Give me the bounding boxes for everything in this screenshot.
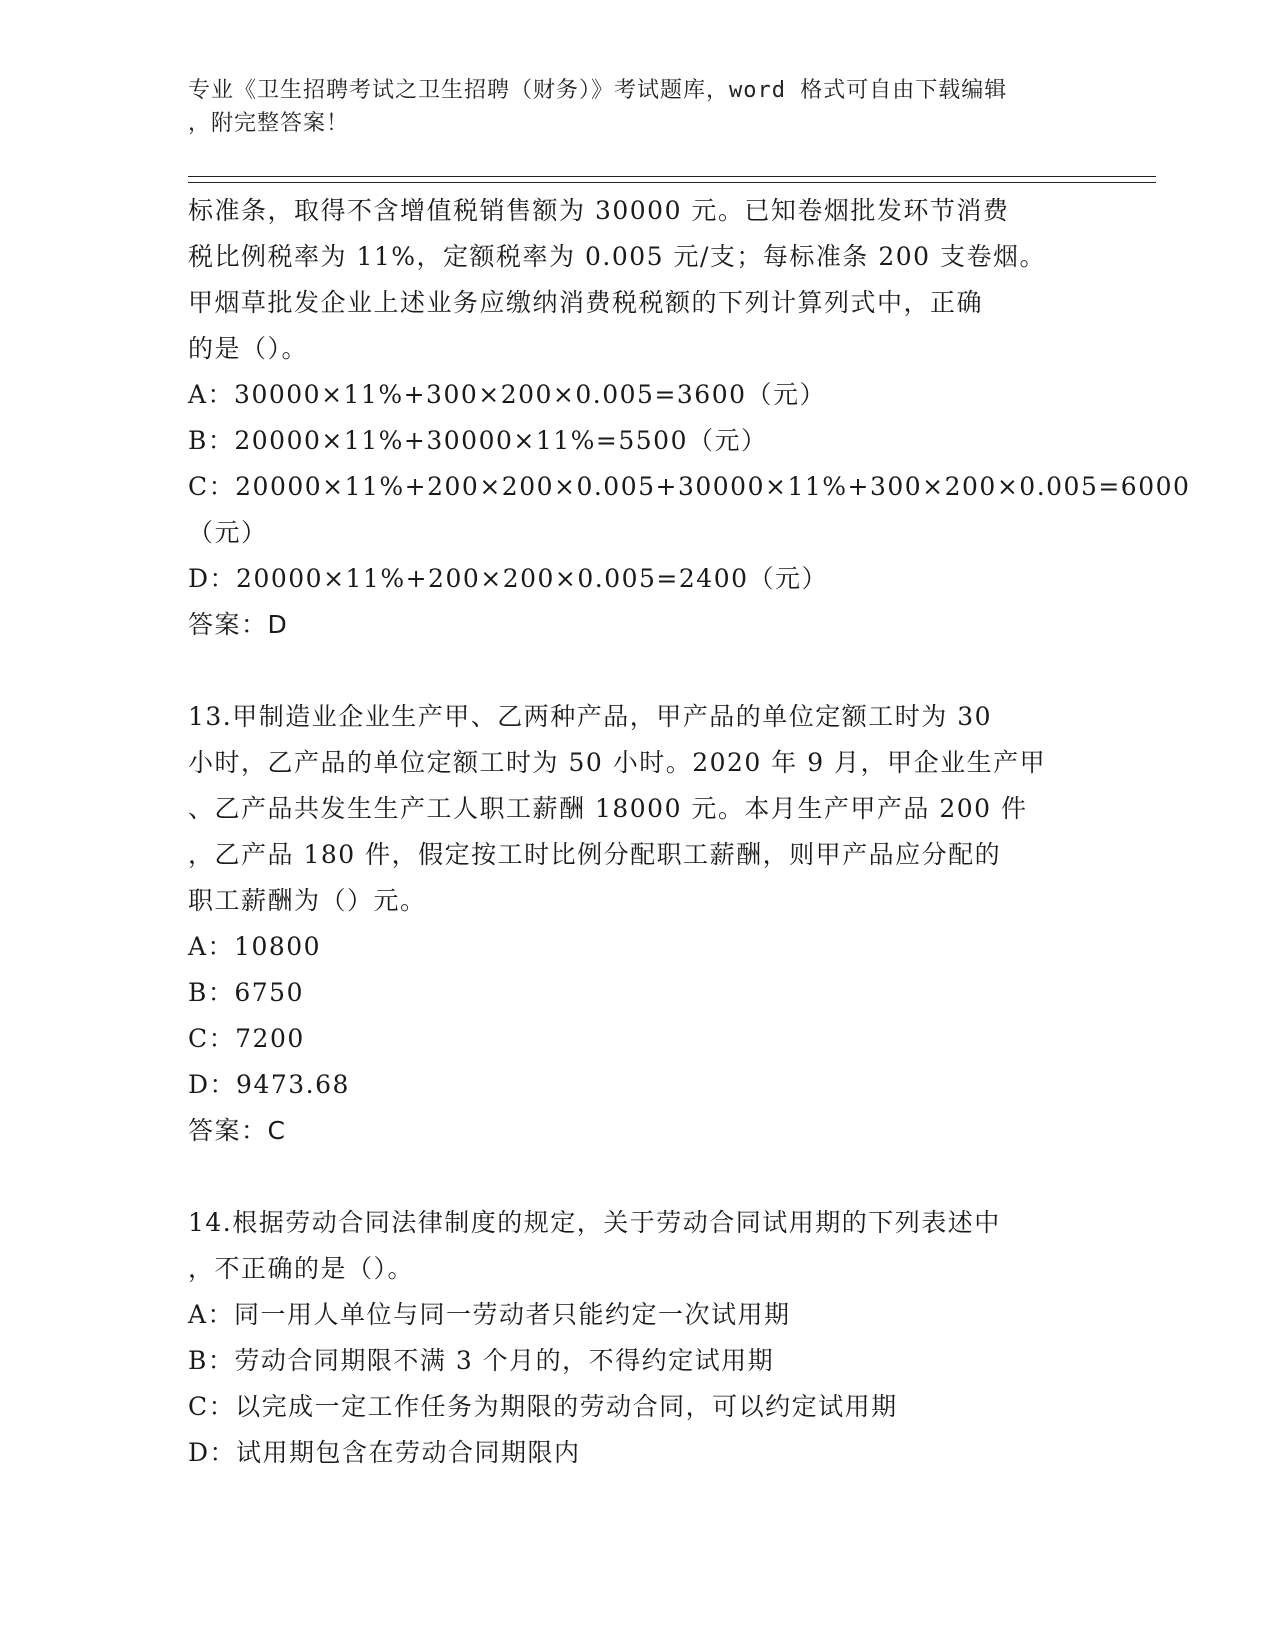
question-text-line: ，不正确的是（）。	[188, 1254, 415, 1283]
header-rule-top	[188, 176, 1156, 177]
option-b: B：6750	[188, 978, 304, 1007]
option-a: A：同一用人单位与同一劳动者只能约定一次试用期	[188, 1300, 791, 1329]
spacer	[188, 648, 1088, 694]
option-a: A：30000×11%+300×200×0.005=3600（元）	[188, 380, 827, 409]
question-12	[188, 188, 1191, 648]
question-text-line: ，乙产品 180 件，假定按工时比例分配职工薪酬，则甲产品应分配的	[188, 840, 1002, 869]
question-text-line: 14.根据劳动合同法律制度的规定，关于劳动合同试用期的下列表述中	[188, 1208, 1001, 1237]
option-d: D：20000×11%+200×200×0.005=2400（元）	[188, 564, 829, 593]
header-line-1: 专业《卫生招聘考试之卫生招聘（财务）》考试题库，word 格式可自由下载编辑	[188, 78, 1008, 103]
option-c-continued: （元）	[188, 518, 268, 547]
question-text-line: 13.甲制造业企业生产甲、乙两种产品，甲产品的单位定额工时为 30	[188, 702, 993, 731]
question-text-line: 、乙产品共发生生产工人职工薪酬 18000 元。本月生产甲产品 200 件	[188, 794, 1028, 823]
question-text-line: 税比例税率为 11%，定额税率为 0.005 元/支；每标准条 200 支卷烟。	[188, 242, 1047, 271]
question-text-line: 小时，乙产品的单位定额工时为 50 小时。2020 年 9 月，甲企业生产甲	[188, 748, 1047, 777]
page-header	[188, 74, 1088, 140]
option-c: C：以完成一定工作任务为期限的劳动合同，可以约定试用期	[188, 1392, 898, 1421]
option-b: B：20000×11%+30000×11%=5500（元）	[188, 426, 768, 455]
option-d: D：试用期包含在劳动合同期限内	[188, 1438, 581, 1467]
option-a: A：10800	[188, 932, 322, 961]
document-body	[188, 188, 1191, 1476]
option-c: C：7200	[188, 1024, 305, 1053]
question-text-line: 甲烟草批发企业上述业务应缴纳消费税税额的下列计算列式中，正确	[188, 288, 984, 317]
option-d: D：9473.68	[188, 1070, 350, 1099]
question-13	[188, 694, 1088, 1154]
question-14	[188, 1200, 1088, 1476]
header-line-2: ，附完整答案！	[188, 111, 350, 136]
option-c: C：20000×11%+200×200×0.005+30000×11%+300×200×0.005=6000	[188, 472, 1191, 501]
question-text-line: 的是（）。	[188, 334, 309, 363]
answer: 答案：D	[188, 610, 289, 639]
question-text-line: 职工薪酬为（）元。	[188, 886, 427, 915]
spacer	[188, 1154, 1088, 1200]
answer: 答案：C	[188, 1116, 287, 1145]
question-text-line: 标准条，取得不含增值税销售额为 30000 元。已知卷烟批发环节消费	[188, 196, 1010, 225]
option-b: B：劳动合同期限不满 3 个月的，不得约定试用期	[188, 1346, 775, 1375]
header-rule-bottom	[188, 182, 1156, 183]
